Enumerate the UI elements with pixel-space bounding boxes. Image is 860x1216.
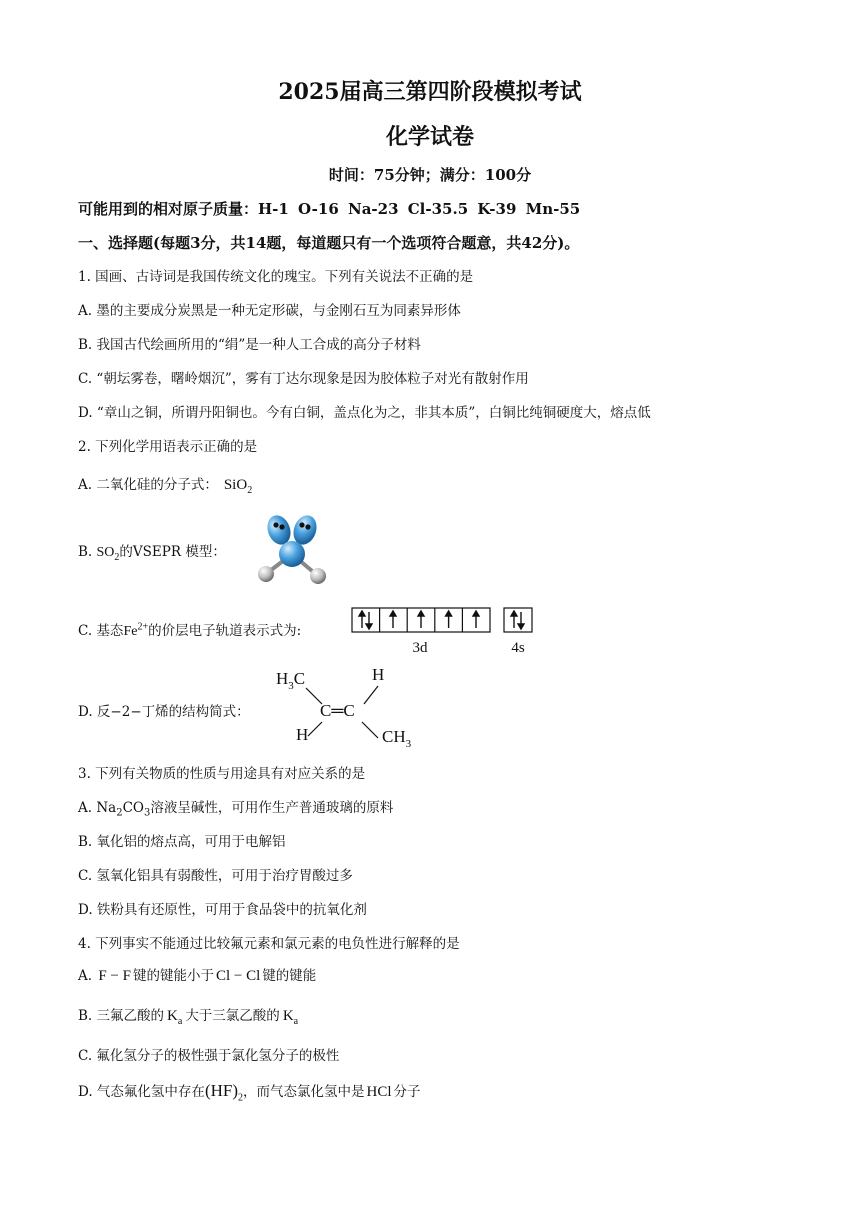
q4-option-c: C. 氟化氢分子的极性强于氯化氢分子的极性	[78, 1048, 340, 1064]
fe2-orbital-diagram	[350, 606, 540, 658]
q2-option-b: B. $SO_2$的VSEPR 模型：	[78, 544, 226, 563]
exam-title: 2025届高三第四阶段模拟考试	[278, 79, 582, 105]
section-heading: 一、选择题(每题3分，共14题，每道题只有一个选项符合题意，共42分)。	[78, 234, 580, 252]
q4-option-a: A. F − F 键的键能小于 Cl − Cl 键的键能	[78, 968, 317, 984]
svg-text:H: H	[372, 665, 385, 684]
time-info: 时间：75分钟；满分：100分	[328, 166, 532, 184]
exam-subject: 化学试卷	[385, 124, 474, 150]
q4-option-d: D. 气态氟化氢中存在$(HF)_2$，而气态氯化氢中是 HCl 分子	[78, 1081, 421, 1104]
orbital-label-4s: 4s	[511, 640, 525, 656]
orbital-label-3d: 3d	[412, 640, 428, 656]
q1-option-b: B. 我国古代绘画所用的“绢”是一种人工合成的高分子材料	[78, 337, 421, 353]
q2-option-d: D. 反−2−丁烯的结构简式：	[78, 704, 250, 720]
q1-option-d: D. “章山之铜，所谓丹阳铜也。今有白铜，盖点化为之，非其本质”，白铜比纯铜硬度大，熔点低	[78, 405, 651, 421]
q3-option-b: B. 氧化铝的熔点高，可用于电解铝	[78, 834, 286, 850]
svg-text:H3C: $H_3C$	[276, 669, 306, 692]
q4-option-b: B. 三氟乙酸的 $K_a$ 大于三氯乙酸的 $K_a$	[78, 1008, 299, 1027]
q1-option-c: C. “朝坛雾卷，曙岭烟沉”，雾有丁达尔现象是因为胶体粒子对光有散射作用	[78, 371, 529, 387]
svg-text:CH3: $CH_3$	[382, 727, 412, 750]
q4-stem: 4. 下列事实不能通过比较氟元素和氯元素的电负性进行解释的是	[78, 936, 460, 952]
q3-option-c: C. 氢氧化铝具有弱酸性，可用于治疗胃酸过多	[78, 868, 353, 884]
q3-option-d: D. 铁粉具有还原性，可用于食品袋中的抗氧化剂	[78, 902, 367, 918]
q3-option-a: A. $Na_2CO_3$溶液呈碱性，可用作生产普通玻璃的原料	[78, 800, 394, 819]
trans-2-butene-structure	[272, 660, 432, 752]
q2-option-a: A. 二氧化硅的分子式： SiO$_2$	[78, 477, 253, 496]
svg-text:C═C: C═C	[320, 701, 355, 720]
so2-vsepr-model	[252, 512, 332, 590]
atomic-masses: 可能用到的相对原子质量：H-1 O-16 Na-23 Cl-35.5 K-39 Mn-55	[78, 200, 581, 218]
svg-text:H: H	[296, 725, 309, 744]
q2-stem: 2. 下列化学用语表示正确的是	[78, 439, 258, 455]
q3-stem: 3. 下列有关物质的性质与用途具有对应关系的是	[78, 766, 366, 782]
q2-option-c: C. 基态$Fe^{2+}$的价层电子轨道表示式为:	[78, 621, 302, 639]
q1-option-a: A. 墨的主要成分炭黑是一种无定形碳，与金刚石互为同素异形体	[78, 303, 461, 319]
q1-stem: 1. 国画、古诗词是我国传统文化的瑰宝。下列有关说法不正确的是	[78, 269, 474, 285]
